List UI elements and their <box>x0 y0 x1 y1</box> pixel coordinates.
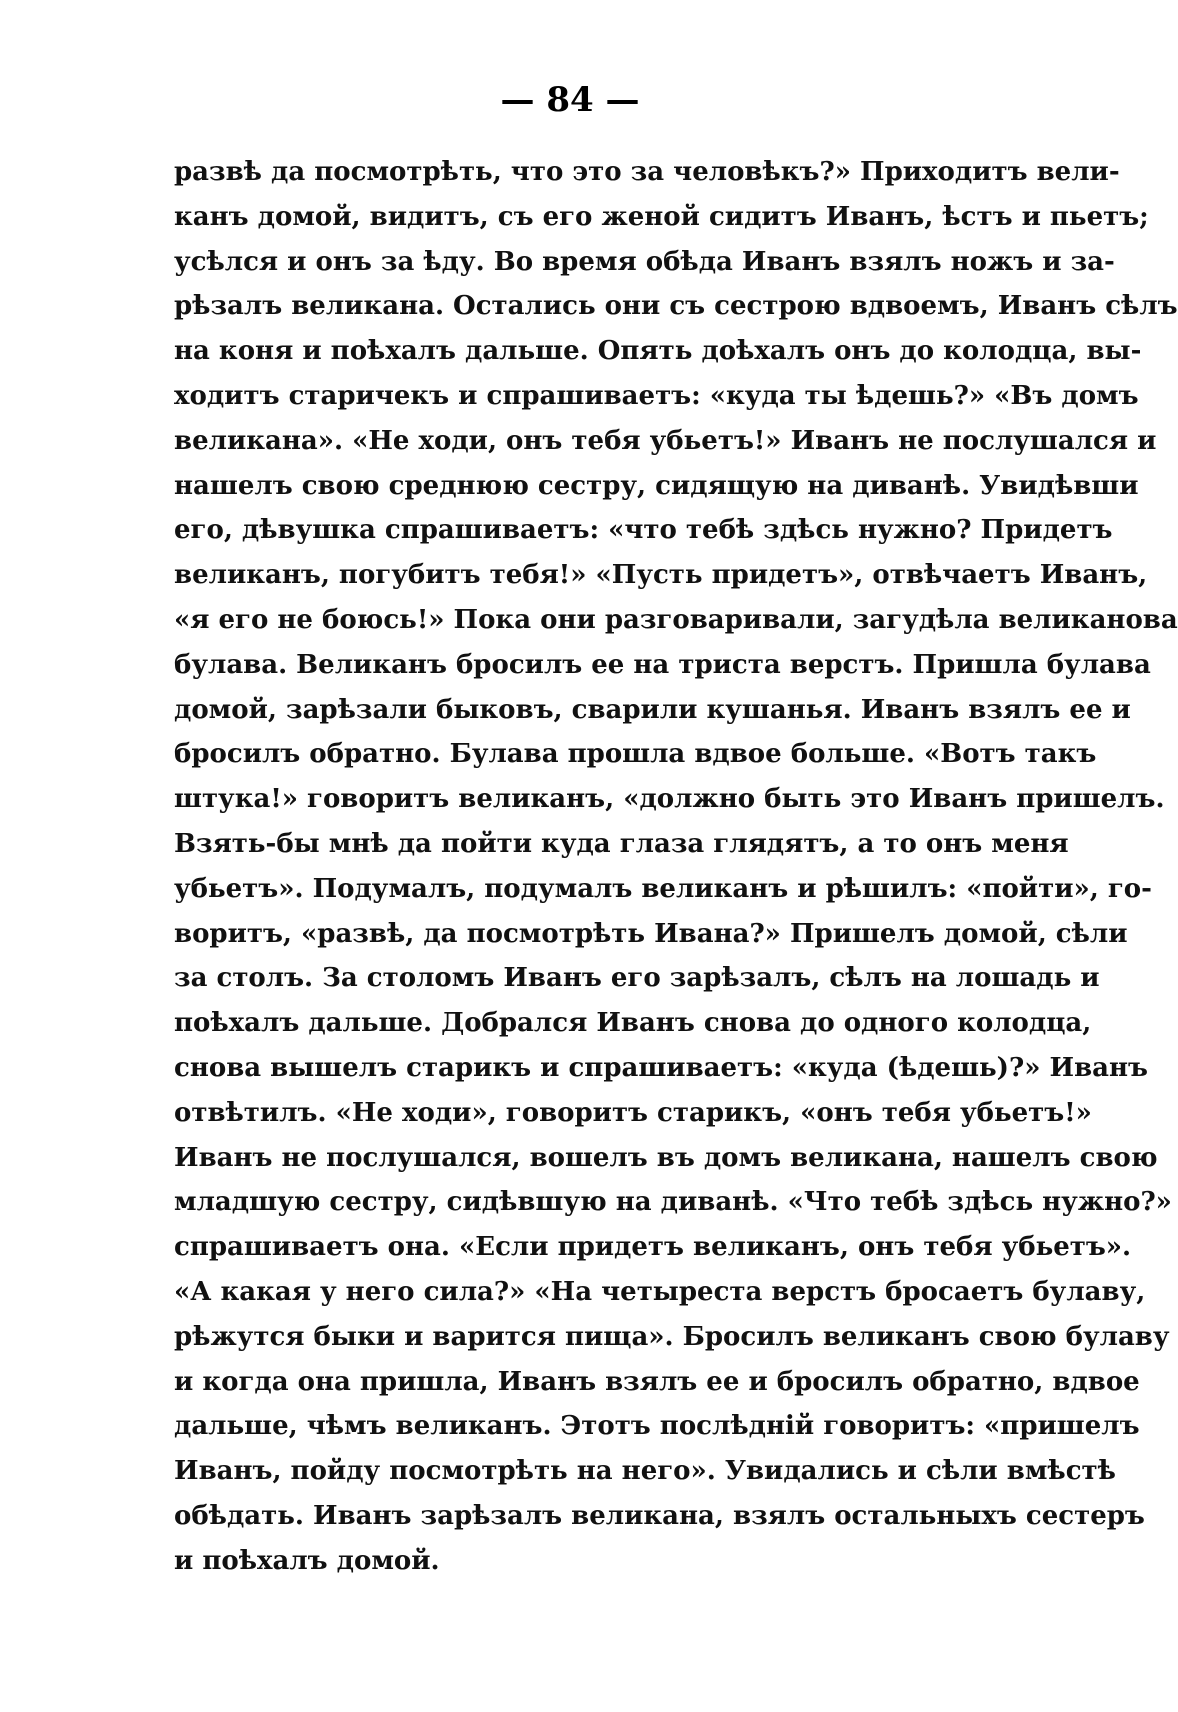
text-line: его, дѣвушка спрашиваетъ: «что тебѣ здѣсь нужно? Придетъ <box>174 515 1113 546</box>
text-line: воритъ, «развѣ, да посмотрѣть Ивана?» Пришелъ домой, сѣли <box>174 918 1128 949</box>
text-line: рѣжутся быки и варится пища». Бросилъ великанъ свою булаву <box>174 1321 1170 1352</box>
text-line: убьетъ». Подумалъ, подумалъ великанъ и рѣшилъ: «пойти», го- <box>174 873 1152 904</box>
text-line: домой, зарѣзали быковъ, сварили кушанья. Иванъ взялъ ее и <box>174 694 1131 725</box>
text-line: великана». «Не ходи, онъ тебя убьетъ!» Иванъ не послушался и <box>174 425 1157 456</box>
text-line: отвѣтилъ. «Не ходи», говоритъ старикъ, «онъ тебя убьетъ!» <box>174 1097 1092 1128</box>
text-line: «А какая у него сила?» «На четыреста верстъ бросаетъ булаву, <box>174 1276 1146 1307</box>
text-line: «я его не боюсь!» Пока они разговаривали, загудѣла великанова <box>174 604 1178 635</box>
text-line: рѣзалъ великана. Остались они съ сестрою вдвоемъ, Иванъ сѣлъ <box>174 291 1178 322</box>
body-text <box>174 150 1178 1584</box>
text-line: за столъ. За столомъ Иванъ его зарѣзалъ, сѣлъ на лошадь и <box>174 963 1100 994</box>
text-line: великанъ, погубитъ тебя!» «Пусть придетъ», отвѣчаетъ Иванъ, <box>174 560 1148 591</box>
text-line: канъ домой, видитъ, съ его женой сидитъ Иванъ, ѣстъ и пьетъ; <box>174 201 1149 232</box>
text-line: Иванъ, пойду посмотрѣть на него». Увидались и сѣли вмѣстѣ <box>174 1456 1116 1487</box>
text-line: и поѣхалъ домой. <box>174 1545 440 1576</box>
text-line: усѣлся и онъ за ѣду. Во время обѣда Иванъ взялъ ножъ и за- <box>174 246 1115 277</box>
text-line: развѣ да посмотрѣть, что это за человѣкъ?» Приходитъ вели- <box>174 157 1120 187</box>
page-number: — 84 — <box>500 80 640 120</box>
text-line: ходитъ старичекъ и спрашиваетъ: «куда ты ѣдешь?» «Въ домъ <box>174 380 1139 411</box>
text-line: нашелъ свою среднюю сестру, сидящую на диванѣ. Увидѣвши <box>174 470 1139 501</box>
text-line: спрашиваетъ она. «Если придетъ великанъ, онъ тебя убьетъ». <box>174 1232 1132 1263</box>
text-line: снова вышелъ старикъ и спрашиваетъ: «куда (ѣдешь)?» Иванъ <box>174 1052 1148 1083</box>
text-line: Взять-бы мнѣ да пойти куда глаза глядятъ, а то онъ меня <box>174 828 1069 859</box>
text-line: поѣхалъ дальше. Добрался Иванъ снова до одного колодца, <box>174 1008 1092 1039</box>
text-line: булава. Великанъ бросилъ ее на триста верстъ. Пришла булава <box>174 649 1151 680</box>
text-line: на коня и поѣхалъ дальше. Опять доѣхалъ онъ до колодца, вы- <box>174 336 1142 367</box>
text-line: и когда она пришла, Иванъ взялъ ее и бросилъ обратно, вдвое <box>174 1366 1140 1397</box>
text-line: младшую сестру, сидѣвшую на диванѣ. «Что тебѣ здѣсь нужно?» <box>174 1187 1172 1218</box>
text-line: бросилъ обратно. Булава прошла вдвое больше. «Вотъ такъ <box>174 739 1097 770</box>
text-line: обѣдать. Иванъ зарѣзалъ великана, взялъ остальныхъ сестеръ <box>174 1500 1145 1531</box>
text-line: штука!» говоритъ великанъ, «должно быть это Иванъ пришелъ. <box>174 784 1165 815</box>
text-line: Иванъ не послушался, вошелъ въ домъ великана, нашелъ свою <box>174 1142 1158 1173</box>
text-line: дальше, чѣмъ великанъ. Этотъ послѣдній говоритъ: «пришелъ <box>174 1411 1140 1442</box>
